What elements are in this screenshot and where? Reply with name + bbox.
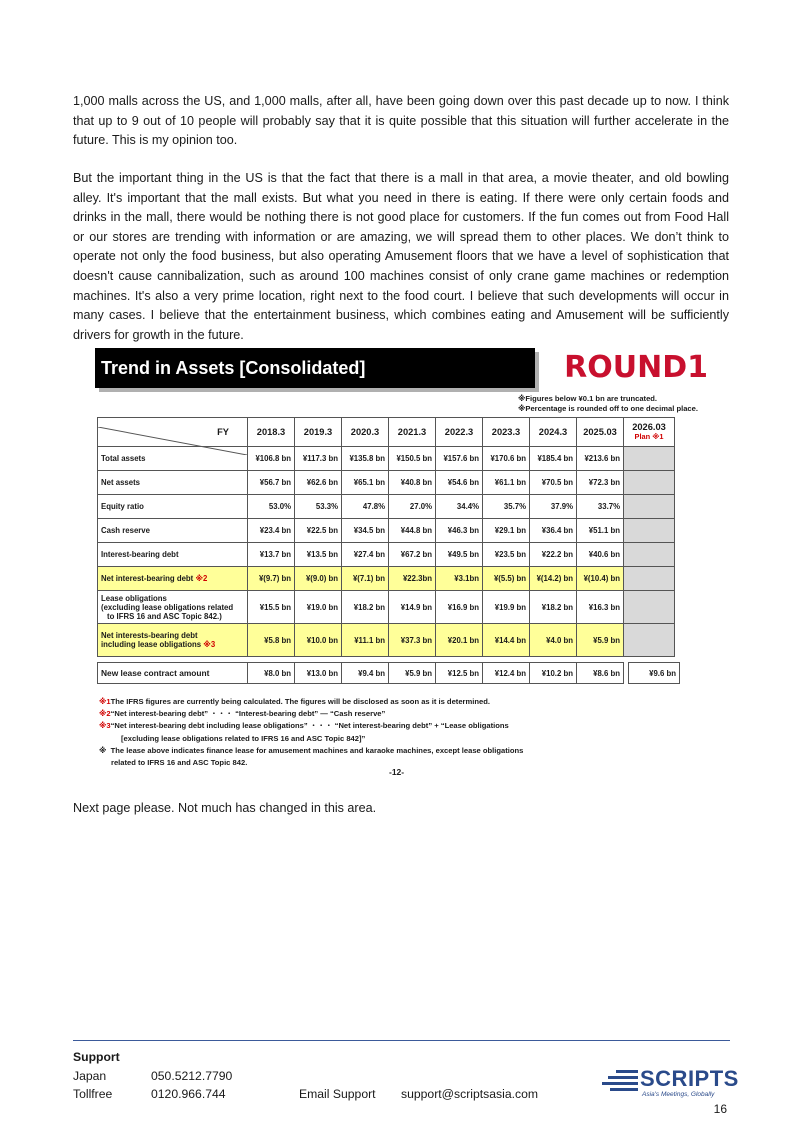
row-label: [98, 543, 248, 567]
table-cell: ¥15.5 bn: [248, 591, 295, 624]
year-col: 2019.3: [295, 418, 342, 447]
table-cell: ¥4.0 bn: [530, 624, 577, 657]
japan-row: [73, 1067, 573, 1086]
row-label-line: Interest-bearing debt: [101, 550, 179, 559]
japan-label: Japan: [73, 1068, 107, 1083]
scripts-logo-word: SCRIPTS: [640, 1066, 739, 1091]
table-row: [98, 543, 675, 567]
support-heading: Support: [73, 1050, 120, 1064]
tollfree-phone: 0120.966.744: [151, 1087, 226, 1101]
table-cell: ¥18.2 bn: [342, 591, 389, 624]
footnote-4-cont: related to IFRS 16 and ASC Topic 842.: [111, 758, 248, 768]
lease-contract-row: [98, 663, 680, 684]
table-header-row: [98, 418, 675, 447]
plan-cell: [624, 543, 675, 567]
table-cell: 34.4%: [436, 495, 483, 519]
table-cell: ¥22.5 bn: [295, 519, 342, 543]
row-footnote-mark: ※3: [203, 640, 216, 649]
slide-page-label: -12-: [389, 767, 405, 777]
row-label: [98, 471, 248, 495]
email-link[interactable]: support@scriptsasia.com: [401, 1087, 539, 1101]
table-cell: ¥10.0 bn: [295, 624, 342, 657]
scripts-logo-tagline: Asia's Meetings, Globally: [642, 1091, 715, 1098]
table-cell: ¥22.3bn: [389, 567, 436, 591]
scripts-logo: [602, 1066, 739, 1100]
lease-value: ¥9.4 bn: [342, 663, 389, 684]
table-cell: ¥54.6 bn: [436, 471, 483, 495]
table-cell: ¥157.6 bn: [436, 447, 483, 471]
row-label-line: Lease obligations: [101, 593, 167, 603]
table-cell: ¥19.0 bn: [295, 591, 342, 624]
table-cell: ¥22.2 bn: [530, 543, 577, 567]
note-rounded: ※Percentage is rounded off to one decimal place.: [518, 404, 698, 413]
table-cell: ¥49.5 bn: [436, 543, 483, 567]
tollfree-label: Tollfree: [73, 1087, 113, 1101]
footnote-2: ※2“Net interest-bearing debt” ・・・ “Interest-bearing debt” ― “Cash reserve”: [99, 709, 386, 719]
table-cell: 35.7%: [483, 495, 530, 519]
plan-col: [624, 418, 675, 447]
lease-value: ¥8.6 bn: [577, 663, 624, 684]
table-cell: ¥(10.4) bn: [577, 567, 624, 591]
row-label-line: Net interests-bearing debt: [101, 631, 198, 640]
email-support-label: Email Support: [299, 1087, 376, 1101]
table-cell: ¥27.4 bn: [342, 543, 389, 567]
assets-table: [97, 417, 675, 657]
row-label-line: Equity ratio: [101, 502, 144, 511]
table-cell: 33.7%: [577, 495, 624, 519]
table-cell: ¥40.8 bn: [389, 471, 436, 495]
table-cell: ¥37.3 bn: [389, 624, 436, 657]
round1-logo: ROUND1: [564, 350, 708, 385]
row-label: [98, 519, 248, 543]
table-cell: ¥213.6 bn: [577, 447, 624, 471]
table-cell: ¥150.5 bn: [389, 447, 436, 471]
table-cell: ¥117.3 bn: [295, 447, 342, 471]
row-label: [98, 624, 248, 657]
footnote-3: ※3“Net interest-bearing debt including lease obligations” ・・・ “Net interest-bearing debt” + “Lease obligations: [99, 721, 509, 731]
header-fy: [98, 418, 248, 447]
tollfree-row: [73, 1085, 573, 1104]
row-label: [98, 567, 248, 591]
footnote-4: ※ The lease above indicates finance lease for amusement machines and karaoke machines, except lease obligations: [99, 745, 524, 755]
slide-footnotes: [99, 696, 523, 769]
year-col: 2024.3: [530, 418, 577, 447]
transcript-paragraph-3: Next page please. Not much has changed in this area.: [73, 801, 377, 815]
table-cell: ¥51.1 bn: [577, 519, 624, 543]
table-cell: ¥14.4 bn: [483, 624, 530, 657]
table-cell: ¥(5.5) bn: [483, 567, 530, 591]
row-label-line: including lease obligations: [101, 640, 202, 649]
year-col: 2025.03: [577, 418, 624, 447]
lease-value: ¥5.9 bn: [389, 663, 436, 684]
table-cell: ¥72.3 bn: [577, 471, 624, 495]
row-label: [98, 495, 248, 519]
table-cell: ¥34.5 bn: [342, 519, 389, 543]
table-row: [98, 567, 675, 591]
slide-title: Trend in Assets [Consolidated]: [95, 348, 535, 388]
table-cell: ¥56.7 bn: [248, 471, 295, 495]
table-cell: ¥16.3 bn: [577, 591, 624, 624]
table-row: [98, 519, 675, 543]
lease-plan-value: ¥9.6 bn: [629, 663, 680, 684]
table-row: [98, 591, 675, 624]
table-cell: ¥29.1 bn: [483, 519, 530, 543]
table-row: [98, 624, 675, 657]
table-cell: ¥23.4 bn: [248, 519, 295, 543]
table-cell: ¥70.5 bn: [530, 471, 577, 495]
table-cell: ¥3.1bn: [436, 567, 483, 591]
table-cell: ¥11.1 bn: [342, 624, 389, 657]
year-col: 2023.3: [483, 418, 530, 447]
footer-rule: [73, 1040, 730, 1041]
plan-cell: [624, 519, 675, 543]
table-cell: ¥16.9 bn: [436, 591, 483, 624]
table-cell: ¥18.2 bn: [530, 591, 577, 624]
table-cell: ¥(7.1) bn: [342, 567, 389, 591]
japan-phone: 050.5212.7790: [151, 1068, 233, 1083]
lease-value: ¥10.2 bn: [530, 663, 577, 684]
lease-value: ¥12.5 bn: [436, 663, 483, 684]
table-cell: ¥65.1 bn: [342, 471, 389, 495]
lease-value: ¥8.0 bn: [248, 663, 295, 684]
footer: [73, 1048, 573, 1104]
table-cell: ¥40.6 bn: [577, 543, 624, 567]
table-cell: ¥14.9 bn: [389, 591, 436, 624]
footnote-3-cont: [excluding lease obligations related to IFRS 16 and ASC Topic 842]”: [121, 733, 366, 743]
table-cell: ¥44.8 bn: [389, 519, 436, 543]
row-label-line: to IFRS 16 and ASC Topic 842.): [107, 611, 222, 621]
table-cell: ¥62.6 bn: [295, 471, 342, 495]
table-cell: ¥(9.0) bn: [295, 567, 342, 591]
row-label-line: Net interest-bearing debt: [101, 574, 194, 583]
year-col: 2020.3: [342, 418, 389, 447]
plan-cell: [624, 591, 675, 624]
table-cell: 53.3%: [295, 495, 342, 519]
plan-year: 2026.03: [632, 422, 666, 432]
plan-cell: [624, 471, 675, 495]
table-cell: ¥185.4 bn: [530, 447, 577, 471]
plan-label: Plan ※1: [634, 432, 664, 441]
table-cell: ¥36.4 bn: [530, 519, 577, 543]
table-row: [98, 471, 675, 495]
table-cell: ¥5.9 bn: [577, 624, 624, 657]
page-number: 16: [713, 1102, 727, 1116]
lease-value: ¥12.4 bn: [483, 663, 530, 684]
note-truncated: ※Figures below ¥0.1 bn are truncated.: [518, 394, 658, 403]
table-cell: ¥61.1 bn: [483, 471, 530, 495]
transcript-paragraph-2: But the important thing in the US is that the fact that there is a mall in that area, a movie theater, and old bowling alley. It's important that the mall exists. But what you need in there is eating. If there were only certain foods and drinks in the mall, there would be nothing there is not good place for customers. If the fun comes out from Food Hall or our stores are trending with information or are amazing, we will spread them to other places. We don’t think to operate not only the food business, but also operating Amusement floors that we have a level of sophistication that doesn't cause cannibalization, such as around 100 machines consist of only crane game machines or redemption machines. It's also a very prime location, right next to the food court. I believe that such developments will occur in many cases. I believe that the entertainment business, which combines eating and Amusement will be sufficiently drivers for growth in the future.: [73, 171, 729, 342]
footnote-1: ※1The IFRS figures are currently being calculated. The figures will be disclosed as soon as it is determined.: [99, 697, 490, 706]
table-cell: ¥(9.7) bn: [248, 567, 295, 591]
table-cell: ¥46.3 bn: [436, 519, 483, 543]
lease-contract-label: New lease contract amount: [98, 663, 248, 684]
row-footnote-mark: ※2: [195, 574, 208, 583]
year-col: 2021.3: [389, 418, 436, 447]
table-cell: 53.0%: [248, 495, 295, 519]
table-cell: 37.9%: [530, 495, 577, 519]
table-cell: ¥(14.2) bn: [530, 567, 577, 591]
scripts-logo-lines-icon: [602, 1070, 638, 1092]
table-cell: ¥13.5 bn: [295, 543, 342, 567]
table-cell: ¥106.8 bn: [248, 447, 295, 471]
slide-notes: [518, 394, 698, 414]
table-cell: ¥67.2 bn: [389, 543, 436, 567]
table-cell: ¥135.8 bn: [342, 447, 389, 471]
plan-cell: [624, 624, 675, 657]
table-cell: ¥20.1 bn: [436, 624, 483, 657]
assets-slide: [95, 348, 712, 784]
table-cell: 47.8%: [342, 495, 389, 519]
table-cell: ¥23.5 bn: [483, 543, 530, 567]
table-cell: ¥170.6 bn: [483, 447, 530, 471]
table-row: [98, 495, 675, 519]
plan-cell: [624, 567, 675, 591]
lease-value: ¥13.0 bn: [295, 663, 342, 684]
lease-contract-table: [97, 662, 680, 684]
year-col: 2018.3: [248, 418, 295, 447]
transcript-paragraph-1: 1,000 malls across the US, and 1,000 malls, after all, have been going down over this past decade up to now. I think that up to 9 out of 10 people will probably say that it is quite possible that this situation will further accelerate in the future. This is my opinion too.: [73, 94, 729, 148]
row-label: [98, 591, 248, 624]
row-label-line: Total assets: [101, 454, 146, 463]
table-cell: ¥5.8 bn: [248, 624, 295, 657]
row-label-line: (excluding lease obligations related: [101, 602, 234, 612]
table-cell: ¥19.9 bn: [483, 591, 530, 624]
year-col: 2022.3: [436, 418, 483, 447]
row-label-line: Cash reserve: [101, 526, 150, 535]
row-label-line: Net assets: [101, 478, 141, 487]
fy-label: FY: [217, 427, 229, 437]
table-cell: 27.0%: [389, 495, 436, 519]
plan-cell: [624, 495, 675, 519]
table-cell: ¥13.7 bn: [248, 543, 295, 567]
plan-cell: [624, 447, 675, 471]
